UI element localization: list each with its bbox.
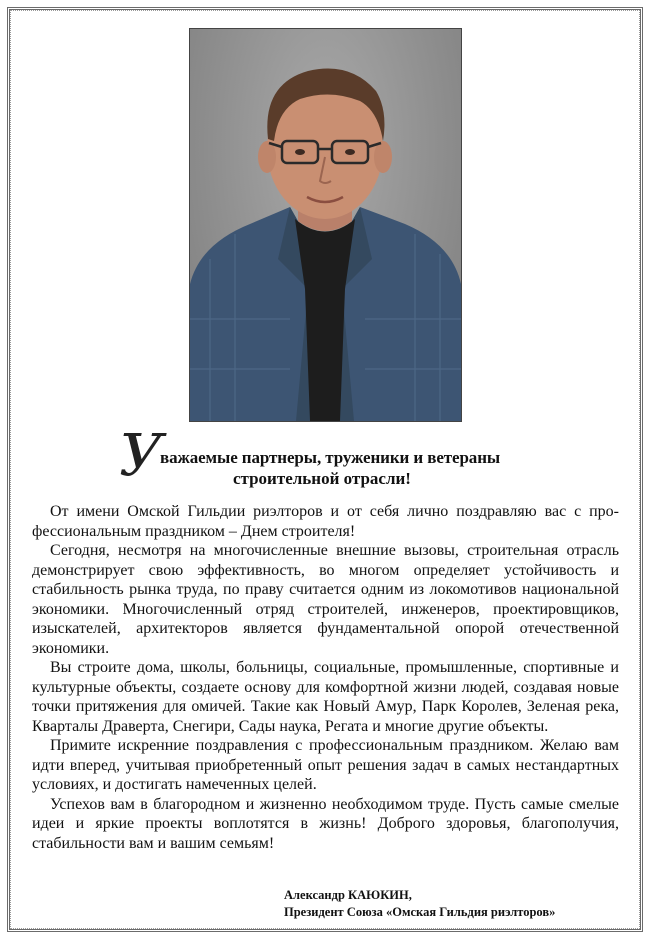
paragraph-1: От имени Омской Гильдии риэлторов и от себя лично поздравляю вас с профессиональным праздником – Днем строителя! [32,503,619,540]
greeting-heading [118,421,550,490]
signature-title: Президент Союза «Омская Гильдия риэлторов» [284,905,556,919]
paragraph-5: Успехов вам в благородном и жизненно необходимом труде. Пусть самые смелые идеи и яркие проекты воплотятся в жизнь! Доброго здоровья, благополучия, стабильности вам и вашим семьям! [32,795,619,852]
paragraph-3: Вы строите дома, школы, больницы, социальные, промышленные, спортивные и культурные объекты, создаете основу для комфортной жизни людей, создавая новые точки притяжения для омичей. Такие как Новый Амур, Парк Королев, Зеленая река, Кварталы Драверта, Снегири, Сады наука, Регата и многие другие объекты. [32,659,619,735]
heading-initial-letter: У [118,421,163,489]
portrait-illustration [190,29,461,421]
paragraph-4: Примите искренние поздравления с профессиональным праздником. Желаю вам идти вперед, учитывая приобретенный опыт решения задач в самых нестандартных условиях, и достигать намеченных целей. [32,737,619,793]
paragraph-2: Сегодня, несмотря на многочисленные внешние вызовы, строительная отрасль демонстрирует свою эффективность, во многом определяет устойчивость и стабильность рынка труда, по праву считается одним из локомотивов национальной экономики. Многочисленный отряд строителей, инженеров, проектировщиков, изыскателей, архитекторов является фундаментальной опорой отечественной экономики. [32,542,619,657]
signature-block [284,887,555,921]
heading-line-2: строительной отрасли! [233,469,411,488]
heading-line-1: важаемые партнеры, труженики и ветераны [160,448,501,467]
portrait-photo [189,28,462,422]
signature-name: Александр КАЮКИН, [284,888,412,902]
greeting-body [32,502,619,853]
